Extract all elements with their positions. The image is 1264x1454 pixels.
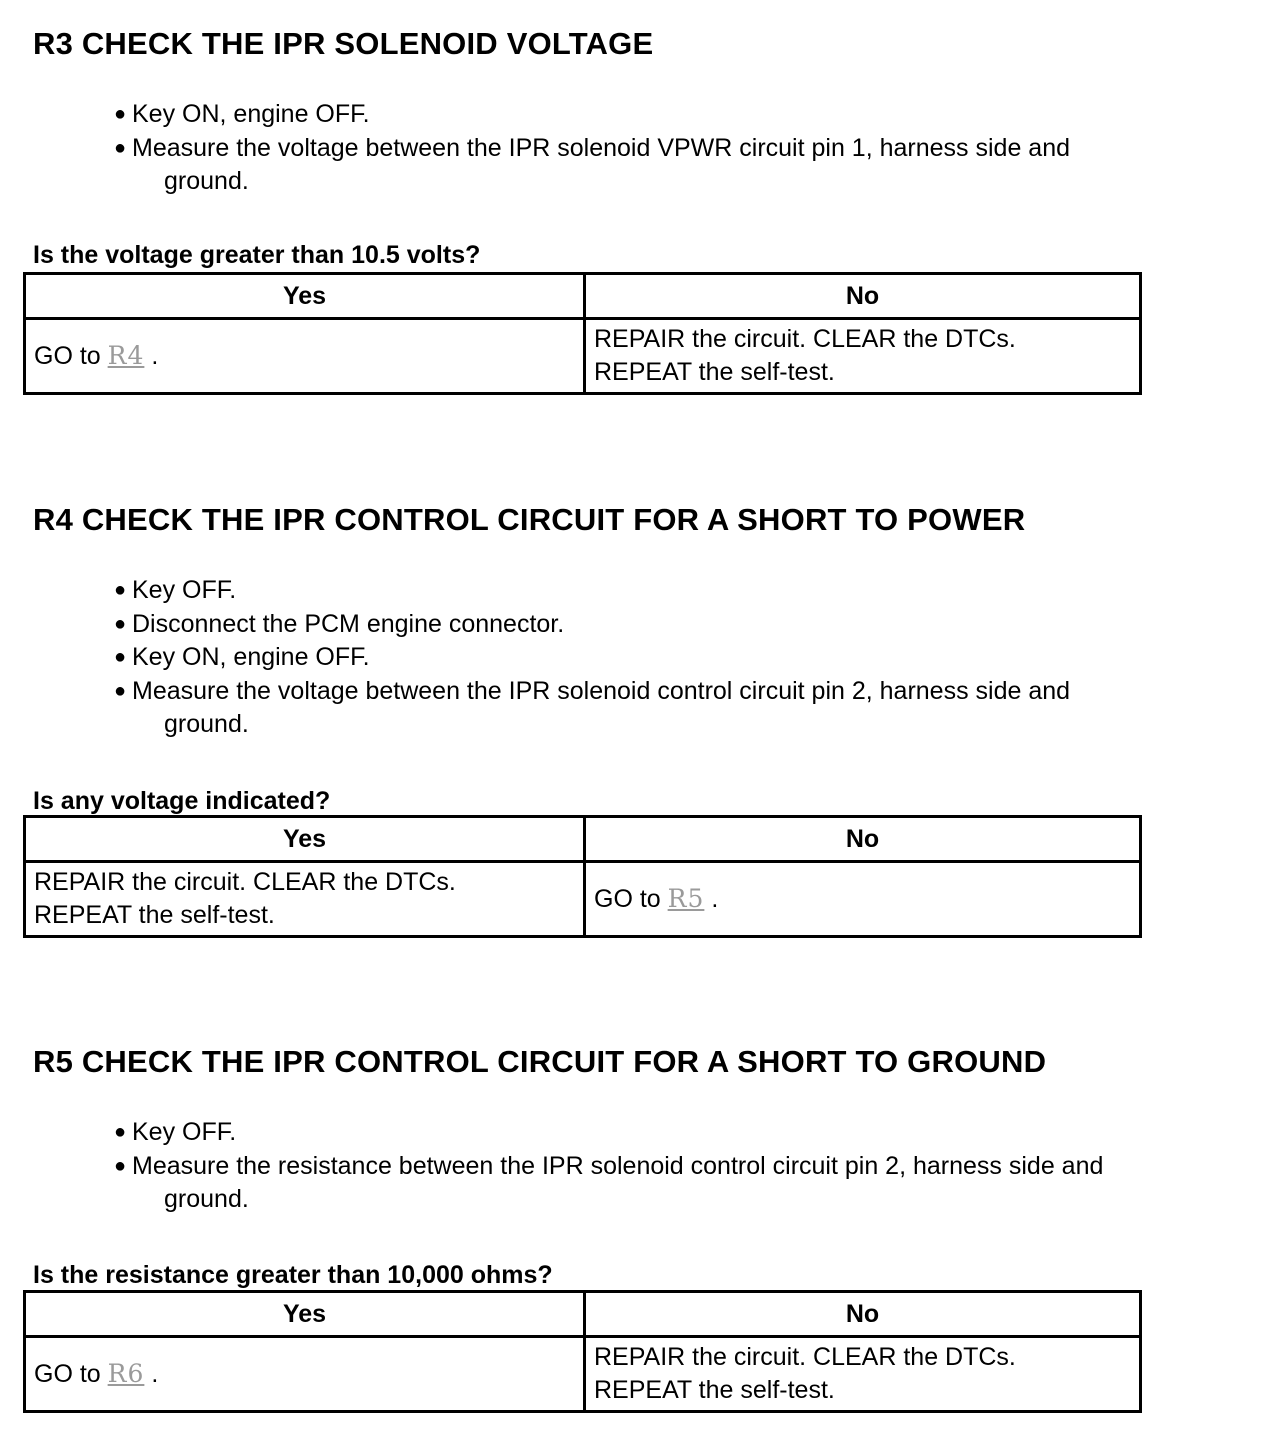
yes-header: Yes [25,1292,585,1337]
no-header: No [585,274,1141,319]
list-item: ● Measure the voltage between the IPR solenoid control circuit pin 2, harness side and ground. [114,676,1071,738]
yes-header: Yes [25,817,585,862]
bullet-icon: ● [114,1121,127,1143]
bullet-icon: ● [114,679,127,702]
answer-table [23,1290,1142,1413]
list-item: ● Key ON, engine OFF. [114,641,1234,675]
no-cell: REPAIR the circuit. CLEAR the DTCs. REPEAT the self-test. [585,1337,1141,1412]
answer-table [23,272,1142,395]
bullet-icon: ● [114,136,127,159]
list-item: ● Measure the voltage between the IPR solenoid VPWR circuit pin 1, harness side and ground. [114,133,1071,195]
step-title: R4 CHECK THE IPR CONTROL CIRCUIT FOR A SHORT TO POWER [33,502,1026,537]
list-item: ● Key ON, engine OFF. [114,98,1234,132]
yes-header: Yes [25,274,585,319]
goto-link-r5[interactable]: R5 [667,884,705,913]
list-item: ● Key OFF. [114,1116,1234,1150]
bullet-icon: ● [114,1154,127,1177]
question: Is any voltage indicated? [33,787,331,815]
goto-link-r4[interactable]: R4 [107,341,145,370]
yes-cell: REPAIR the circuit. CLEAR the DTCs. REPEAT the self-test. [25,862,585,937]
no-cell: GO to R5 . [585,862,1141,937]
instruction-list [114,1116,1234,1217]
goto-link-r6[interactable]: R6 [107,1359,145,1388]
list-item: ● Key OFF. [114,574,1234,608]
list-item: ● Disconnect the PCM engine connector. [114,608,1234,642]
no-cell: REPAIR the circuit. CLEAR the DTCs. REPEAT the self-test. [585,319,1141,394]
question: Is the resistance greater than 10,000 ohms? [33,1261,553,1289]
bullet-icon: ● [114,103,127,125]
bullet-icon: ● [114,579,127,601]
list-item: ● Measure the resistance between the IPR solenoid control circuit pin 2, harness side and ground. [114,1151,1104,1213]
answer-table [23,815,1142,938]
instruction-list [114,98,1234,199]
step-title: R5 CHECK THE IPR CONTROL CIRCUIT FOR A SHORT TO GROUND [33,1044,1047,1079]
instruction-list [114,574,1234,742]
no-header: No [585,817,1141,862]
question: Is the voltage greater than 10.5 volts? [33,241,481,269]
yes-cell: GO to R6 . [25,1337,585,1412]
no-header: No [585,1292,1141,1337]
bullet-icon: ● [114,612,127,635]
step-title: R3 CHECK THE IPR SOLENOID VOLTAGE [33,26,654,61]
yes-cell: GO to R4 . [25,319,585,394]
bullet-icon: ● [114,646,127,668]
